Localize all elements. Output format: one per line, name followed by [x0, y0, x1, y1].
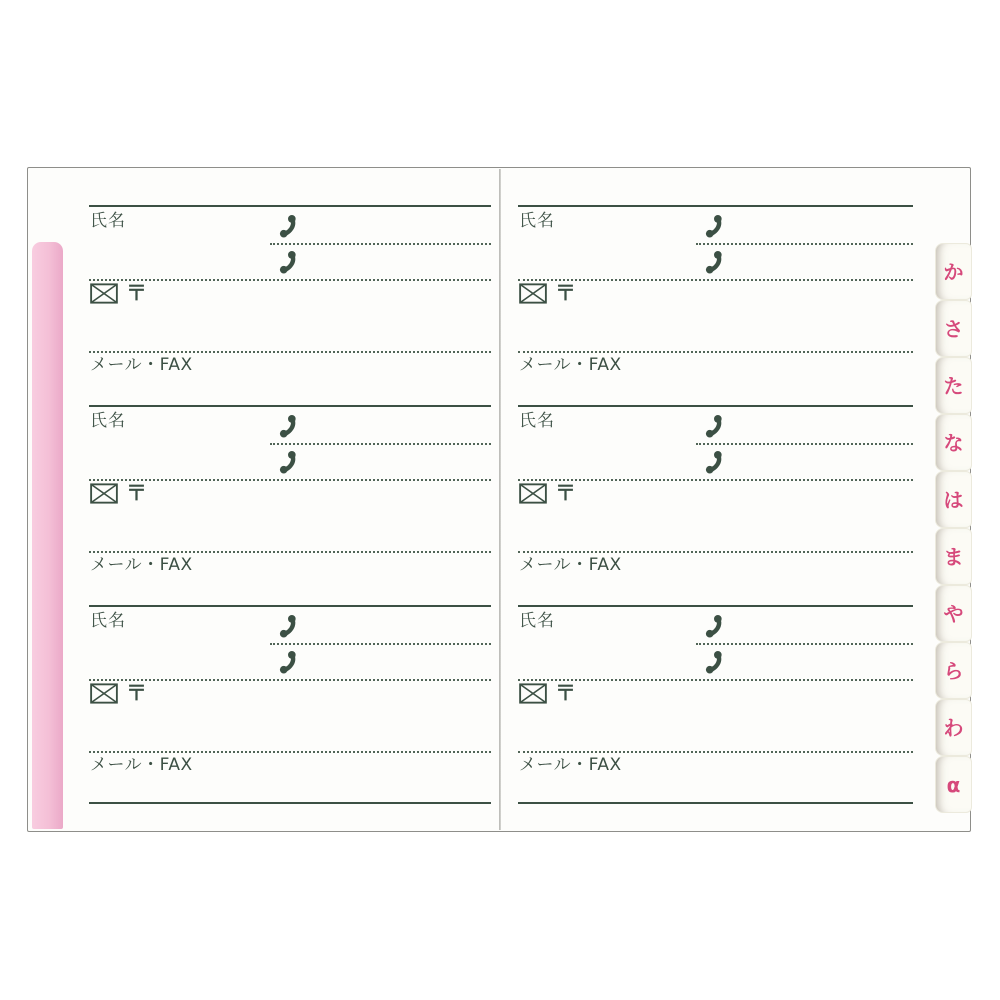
postal-mark: 〒 — [555, 681, 576, 705]
envelope-icon — [90, 283, 118, 304]
envelope-icon — [90, 683, 118, 704]
page-bottom-rule — [518, 802, 913, 804]
mail-fax-line — [89, 751, 491, 753]
index-tab-label: ま — [943, 544, 964, 569]
phone-line-2 — [89, 279, 491, 281]
phone-icon — [704, 250, 725, 275]
contact-entry — [518, 205, 913, 405]
postal-address-row — [519, 483, 576, 504]
index-tab — [936, 301, 971, 356]
postal-mark: 〒 — [555, 481, 576, 505]
mail-fax-line — [89, 351, 491, 353]
postal-address-row — [90, 483, 147, 504]
phone-line-1 — [270, 643, 491, 645]
index-tab — [936, 700, 971, 755]
postal-address-row — [90, 283, 147, 304]
phone-line-2 — [89, 479, 491, 481]
index-tab — [936, 358, 971, 413]
left-page — [89, 205, 491, 805]
contact-entry — [518, 605, 913, 805]
phone-line-2 — [518, 679, 913, 681]
index-tab-label: α — [946, 772, 961, 797]
name-rule — [89, 405, 491, 407]
phone-icon — [704, 414, 725, 439]
postal-address-row — [519, 283, 576, 304]
mail-fax-label: メール・FAX — [90, 755, 193, 775]
phone-icon — [278, 450, 299, 475]
mail-fax-label: メール・FAX — [519, 555, 622, 575]
name-label: 氏名 — [519, 211, 555, 231]
name-rule — [518, 405, 913, 407]
index-tab-label: な — [943, 430, 964, 455]
phone-icon — [704, 450, 725, 475]
name-rule — [518, 205, 913, 207]
phone-icon — [704, 650, 725, 675]
envelope-icon — [90, 483, 118, 504]
index-tab — [936, 472, 971, 527]
phone-line-2 — [89, 679, 491, 681]
phone-icon — [704, 614, 725, 639]
phone-icon — [278, 650, 299, 675]
index-tab-bank — [936, 243, 971, 813]
mail-fax-line — [518, 751, 913, 753]
name-rule — [89, 605, 491, 607]
index-tab — [936, 586, 971, 641]
page-gutter — [499, 169, 501, 830]
phone-icon — [278, 414, 299, 439]
phone-line-2 — [518, 479, 913, 481]
contact-entry — [89, 405, 491, 605]
phone-line-1 — [696, 243, 913, 245]
mail-fax-label: メール・FAX — [90, 355, 193, 375]
pink-spine — [32, 242, 63, 829]
index-tab-label: や — [943, 601, 964, 626]
mail-fax-label: メール・FAX — [519, 755, 622, 775]
phone-icon — [278, 614, 299, 639]
index-tab-label: ら — [943, 658, 964, 683]
phone-line-1 — [270, 243, 491, 245]
phone-icon — [278, 250, 299, 275]
mail-fax-line — [518, 351, 913, 353]
index-tab-label: か — [943, 259, 964, 284]
index-tab — [936, 415, 971, 470]
index-tab-label: さ — [943, 316, 964, 341]
index-tab — [936, 643, 971, 698]
right-page — [518, 205, 913, 805]
name-label: 氏名 — [90, 211, 126, 231]
mail-fax-line — [518, 551, 913, 553]
mail-fax-label: メール・FAX — [519, 355, 622, 375]
name-label: 氏名 — [90, 411, 126, 431]
phone-line-2 — [518, 279, 913, 281]
index-tab-label: わ — [943, 715, 964, 740]
envelope-icon — [519, 483, 547, 504]
phone-icon — [704, 214, 725, 239]
name-rule — [518, 605, 913, 607]
contact-entry — [89, 205, 491, 405]
envelope-icon — [519, 283, 547, 304]
phone-line-1 — [696, 643, 913, 645]
contact-entry — [518, 405, 913, 605]
index-tab-label: た — [943, 373, 964, 398]
name-label: 氏名 — [519, 611, 555, 631]
postal-address-row — [90, 683, 147, 704]
postal-mark: 〒 — [126, 281, 147, 305]
address-book-spread — [27, 167, 971, 832]
mail-fax-label: メール・FAX — [90, 555, 193, 575]
contact-entry — [89, 605, 491, 805]
index-tab — [936, 529, 971, 584]
postal-mark: 〒 — [555, 281, 576, 305]
phone-line-1 — [696, 443, 913, 445]
postal-address-row — [519, 683, 576, 704]
mail-fax-line — [89, 551, 491, 553]
index-tab-label: は — [943, 487, 964, 512]
index-tab — [936, 244, 971, 299]
name-label: 氏名 — [90, 611, 126, 631]
name-label: 氏名 — [519, 411, 555, 431]
page-bottom-rule — [89, 802, 491, 804]
phone-icon — [278, 214, 299, 239]
phone-line-1 — [270, 443, 491, 445]
name-rule — [89, 205, 491, 207]
envelope-icon — [519, 683, 547, 704]
postal-mark: 〒 — [126, 681, 147, 705]
postal-mark: 〒 — [126, 481, 147, 505]
index-tab — [936, 757, 971, 812]
